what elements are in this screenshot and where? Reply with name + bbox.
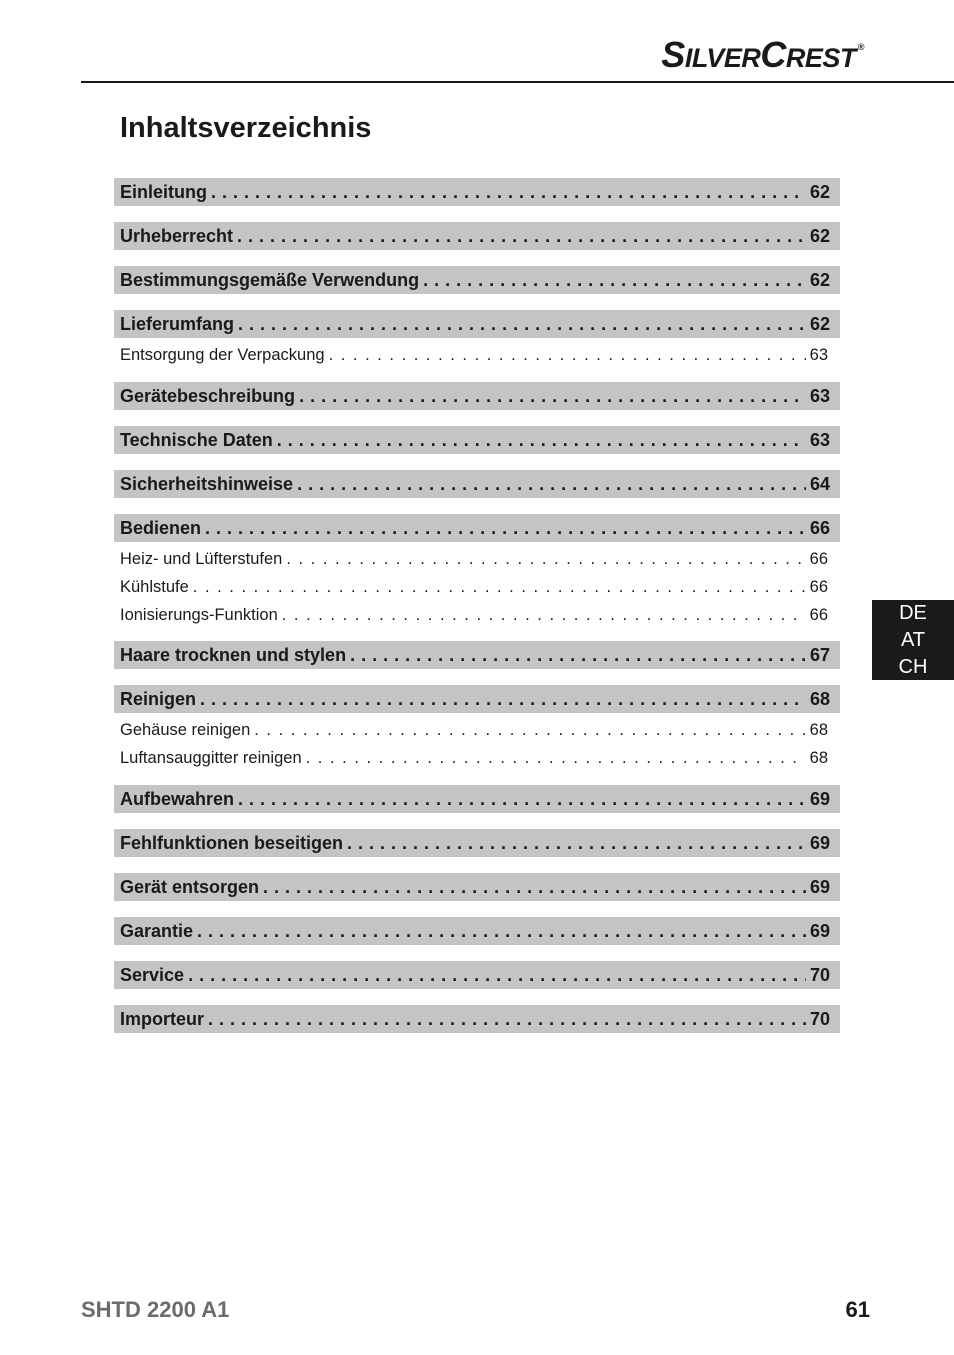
toc-leader-dots: [306, 749, 806, 768]
language-code: DE: [899, 601, 927, 624]
toc-entry-page: 66: [809, 577, 828, 596]
toc-entry-page: 69: [809, 920, 830, 941]
toc-leader-dots: [299, 386, 806, 407]
toc-entry-label: Technische Daten: [120, 429, 273, 450]
toc-entry-page: 68: [809, 688, 830, 709]
toc-entry-page: 63: [809, 345, 828, 364]
toc-entry-label: Haare trocknen und stylen: [120, 644, 347, 665]
toc-subsection-entry[interactable]: [114, 717, 840, 743]
toc-entry-label: Kühlstufe: [120, 577, 189, 596]
toc-section-entry[interactable]: [114, 641, 840, 669]
toc-section-entry[interactable]: [114, 514, 840, 542]
toc-entry-label: Gerät entsorgen: [120, 876, 260, 897]
toc-leader-dots: [347, 833, 806, 854]
toc-leader-dots: [423, 270, 806, 291]
toc-entry-page: 62: [809, 269, 830, 290]
toc-section-entry[interactable]: [114, 310, 840, 338]
toc-subsection-entry[interactable]: [114, 546, 840, 572]
footer-page-number: 61: [845, 1297, 870, 1322]
toc-section-entry[interactable]: [114, 470, 840, 498]
toc-subsection-entry[interactable]: [114, 574, 840, 600]
silvercrest-logo: SILVERCREST ®: [661, 34, 864, 75]
toc-leader-dots: [350, 645, 806, 666]
toc-section-entry[interactable]: [114, 785, 840, 813]
toc-leader-dots: [205, 518, 806, 539]
toc-leader-dots: [277, 430, 806, 451]
toc-entry-page: 62: [809, 313, 830, 334]
toc-entry-label: Bedienen: [120, 517, 202, 538]
toc-entry-page: 67: [809, 644, 830, 665]
toc-section-entry[interactable]: [114, 426, 840, 454]
toc-entry-page: 68: [809, 748, 828, 767]
toc-leader-dots: [211, 182, 806, 203]
toc-entry-page: 64: [809, 473, 830, 494]
toc-entry-label: Importeur: [120, 1008, 205, 1029]
toc-section-entry[interactable]: [114, 873, 840, 901]
toc-section-entry[interactable]: [114, 178, 840, 206]
toc-entry-label: Gerätebeschreibung: [120, 385, 296, 406]
toc-entry-label: Entsorgung der Verpackung: [120, 345, 325, 364]
toc-section-entry[interactable]: [114, 685, 840, 713]
toc-entry-page: 63: [809, 429, 830, 450]
toc-entry-page: 66: [809, 517, 830, 538]
toc-leader-dots: [238, 314, 806, 335]
toc-entry-page: 69: [809, 788, 830, 809]
toc-entry-label: Garantie: [120, 920, 194, 941]
toc-entry-page: 69: [809, 832, 830, 853]
footer-model-number: SHTD 2200 A1: [81, 1297, 230, 1322]
toc-entry-label: Einleitung: [120, 181, 207, 202]
toc-entry-page: 62: [809, 181, 830, 202]
language-tab: [872, 600, 954, 680]
toc-entry-page: 70: [809, 1008, 830, 1029]
toc-entry-label: Lieferumfang: [120, 313, 235, 334]
toc-entry-page: 62: [809, 225, 830, 246]
toc-section-entry[interactable]: [114, 961, 840, 989]
toc-entry-label: Urheberrecht: [120, 225, 234, 246]
toc-entry-page: 68: [809, 720, 828, 739]
page-title: Inhaltsverzeichnis: [120, 112, 372, 144]
toc-entry-label: Ionisierungs-Funktion: [120, 605, 278, 624]
toc-section-entry[interactable]: [114, 1005, 840, 1033]
toc-leader-dots: [208, 1009, 806, 1030]
toc-entry-page: 66: [809, 605, 828, 624]
toc-entry-label: Sicherheitshinweise: [120, 473, 294, 494]
toc-leader-dots: [286, 550, 805, 569]
toc-subsection-entry[interactable]: [114, 342, 840, 368]
toc-leader-dots: [238, 789, 806, 810]
toc-leader-dots: [263, 877, 806, 898]
toc-section-entry[interactable]: [114, 382, 840, 410]
toc-leader-dots: [197, 921, 806, 942]
toc-entry-page: 70: [809, 964, 830, 985]
toc-section-entry[interactable]: [114, 829, 840, 857]
toc-entry-page: 66: [809, 549, 828, 568]
toc-leader-dots: [297, 474, 806, 495]
toc-entry-label: Service: [120, 964, 185, 985]
toc-entry-label: Reinigen: [120, 688, 197, 709]
toc-entry-page: 69: [809, 876, 830, 897]
toc-section-entry[interactable]: [114, 917, 840, 945]
toc-entry-label: Fehlfunktionen beseitigen: [120, 832, 344, 853]
toc-entry-page: 63: [809, 385, 830, 406]
toc-entry-label: Bestimmungsgemäße Verwendung: [120, 269, 420, 290]
toc-leader-dots: [188, 965, 806, 986]
language-code: CH: [898, 655, 928, 678]
toc-section-entry[interactable]: [114, 266, 840, 294]
toc-leader-dots: [254, 721, 805, 740]
language-code: AT: [900, 628, 926, 651]
toc-section-entry[interactable]: [114, 222, 840, 250]
toc-entry-label: Aufbewahren: [120, 788, 235, 809]
toc-leader-dots: [282, 606, 806, 625]
toc-subsection-entry[interactable]: [114, 602, 840, 628]
toc-leader-dots: [200, 689, 806, 710]
toc-subsection-entry[interactable]: [114, 745, 840, 771]
toc-entry-label: Luftansauggitter reinigen: [120, 748, 302, 767]
toc-leader-dots: [329, 346, 806, 365]
toc-leader-dots: [237, 226, 806, 247]
toc-entry-label: Gehäuse reinigen: [120, 720, 251, 739]
toc-entry-label: Heiz- und Lüfterstufen: [120, 549, 283, 568]
toc-leader-dots: [193, 578, 806, 597]
header-divider: [81, 81, 954, 83]
